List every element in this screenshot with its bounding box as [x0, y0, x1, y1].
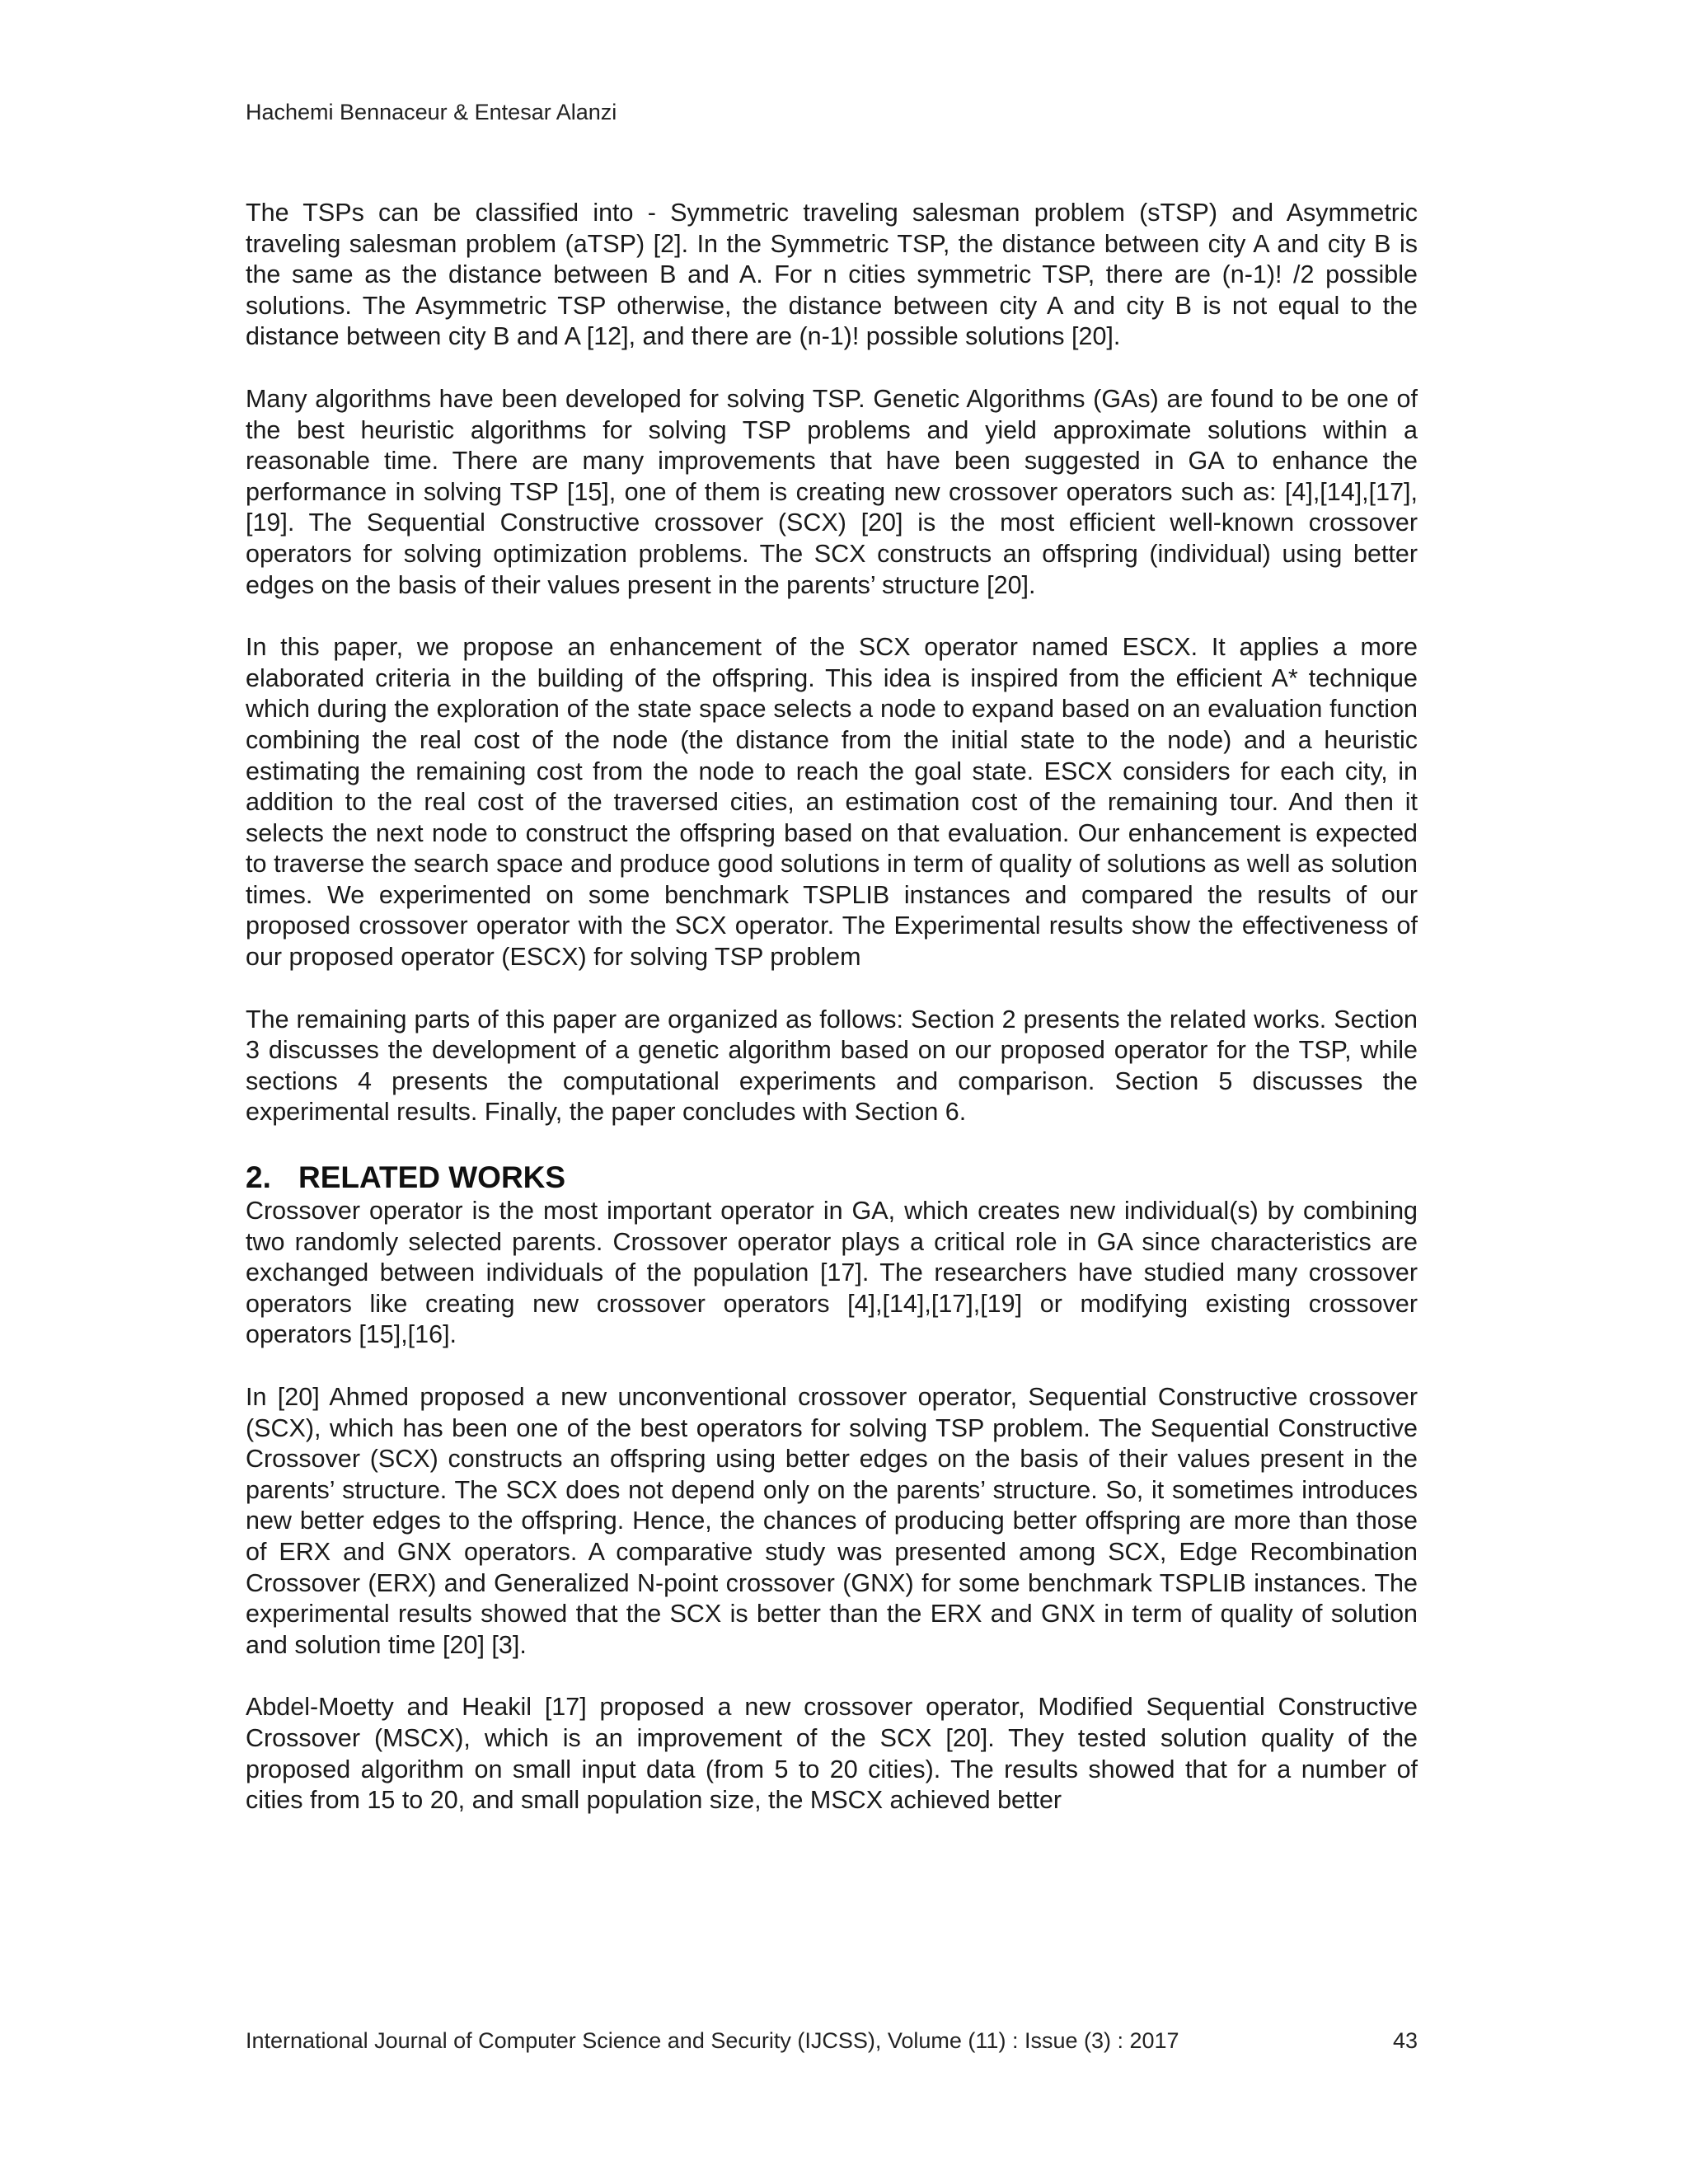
page-number: 43: [1392, 2028, 1418, 2053]
paragraph-ahmed-scx: In [20] Ahmed proposed a new unconventional crossover operator, Sequential Constructive crossover (SCX), which has been one of the best operators for solving TSP problem. The Sequential Constructive Crossover (SCX) constructs an offspring using better edges on the basis of their values present in the parents’ structure. The SCX does not depend only on the parents’ structure. So, it sometimes introduces new better edges to the offspring. Hence, the chances of producing better offspring are more than those of ERX and GNX operators. A comparative study was presented among SCX, Edge Recombination Crossover (ERX) and Generalized N-point crossover (GNX) for some benchmark TSPLIB instances. The experimental results showed that the SCX is better than the ERX and GNX in term of quality of solution and solution time [20] [3].: [246, 1383, 1418, 1659]
paragraph-mscx: Abdel-Moetty and Heakil [17] proposed a new crossover operator, Modified Sequential Constructive Crossover (MSCX), which is an improvement of the SCX [20]. They tested solution quality of the proposed algorithm on small input data (from 5 to 20 cities). The results showed that for a number of cities from 15 to 20, and small population size, the MSCX achieved better: [246, 1693, 1418, 1815]
paragraph-proposed-escx: In this paper, we propose an enhancement of the SCX operator named ESCX. It applies a more elaborated criteria in the building of the offspring. This idea is inspired from the efficient A* technique which during the exploration of the state space selects a node to expand based on an evaluation function combining the real cost of the node (the distance from the initial state to the node) and a heuristic estimating the remaining cost from the node to reach the goal state. ESCX considers for each city, in addition to the real cost of the traversed cities, an estimation cost of the remaining tour. And then it selects the next node to construct the offspring based on that evaluation. Our enhancement is expected to traverse the search space and produce good solutions in term of quality of solutions as well as solution times. We experimented on some benchmark TSPLIB instances and compared the results of our proposed crossover operator with the SCX operator. The Experimental results show the effectiveness of our proposed operator (ESCX) for solving TSP problem: [246, 633, 1418, 972]
paragraph-tsp-classification: The TSPs can be classified into - Symmetric traveling salesman problem (sTSP) and Asymmetric traveling salesman problem (aTSP) [2]. In the Symmetric TSP, the distance between city A and city B is the same as the distance between B and A. For n cities symmetric TSP, there are (n-1)! /2 possible solutions. The Asymmetric TSP otherwise, the distance between city A and city B is not equal to the distance between city B and A [12], and there are (n-1)! possible solutions [20].: [246, 199, 1418, 351]
section-title: RELATED WORKS: [298, 1160, 566, 1195]
page-body: [246, 198, 1418, 1848]
section-number: 2.: [246, 1160, 271, 1195]
section-heading-related-works: [246, 1160, 1418, 1196]
paragraph-paper-organization: The remaining parts of this paper are organized as follows: Section 2 presents the related works. Section 3 discusses the development of a genetic algorithm based on our proposed operator for the TSP, while sections 4 presents the computational experiments and comparison. Section 5 discusses the experimental results. Finally, the paper concludes with Section 6.: [246, 1005, 1418, 1127]
journal-citation: International Journal of Computer Science and Security (IJCSS), Volume (11) : Issue (3) : 2017: [246, 2028, 1179, 2053]
paragraph-crossover-operator: Crossover operator is the most important operator in GA, which creates new individual(s) by combining two randomly selected parents. Crossover operator plays a critical role in GA since characteristics are exchanged between individuals of the population [17]. The researchers have studied many crossover operators like creating new crossover operators [4],[14],[17],[19] or modifying existing crossover operators [15],[16].: [246, 1197, 1418, 1349]
paragraph-genetic-algorithms: Many algorithms have been developed for solving TSP. Genetic Algorithms (GAs) are found to be one of the best heuristic algorithms for solving TSP problems and yield approximate solutions within a reasonable time. There are many improvements that have been suggested in GA to enhance the performance in solving TSP [15], one of them is creating new crossover operators such as: [4],[14],[17],[19]. The Sequential Constructive crossover (SCX) [20] is the most efficient well-known crossover operators for solving optimization problems. The SCX constructs an offspring (individual) using better edges on the basis of their values present in the parents’ structure [20].: [246, 384, 1418, 599]
running-head: Hachemi Bennaceur & Entesar Alanzi: [246, 100, 617, 124]
